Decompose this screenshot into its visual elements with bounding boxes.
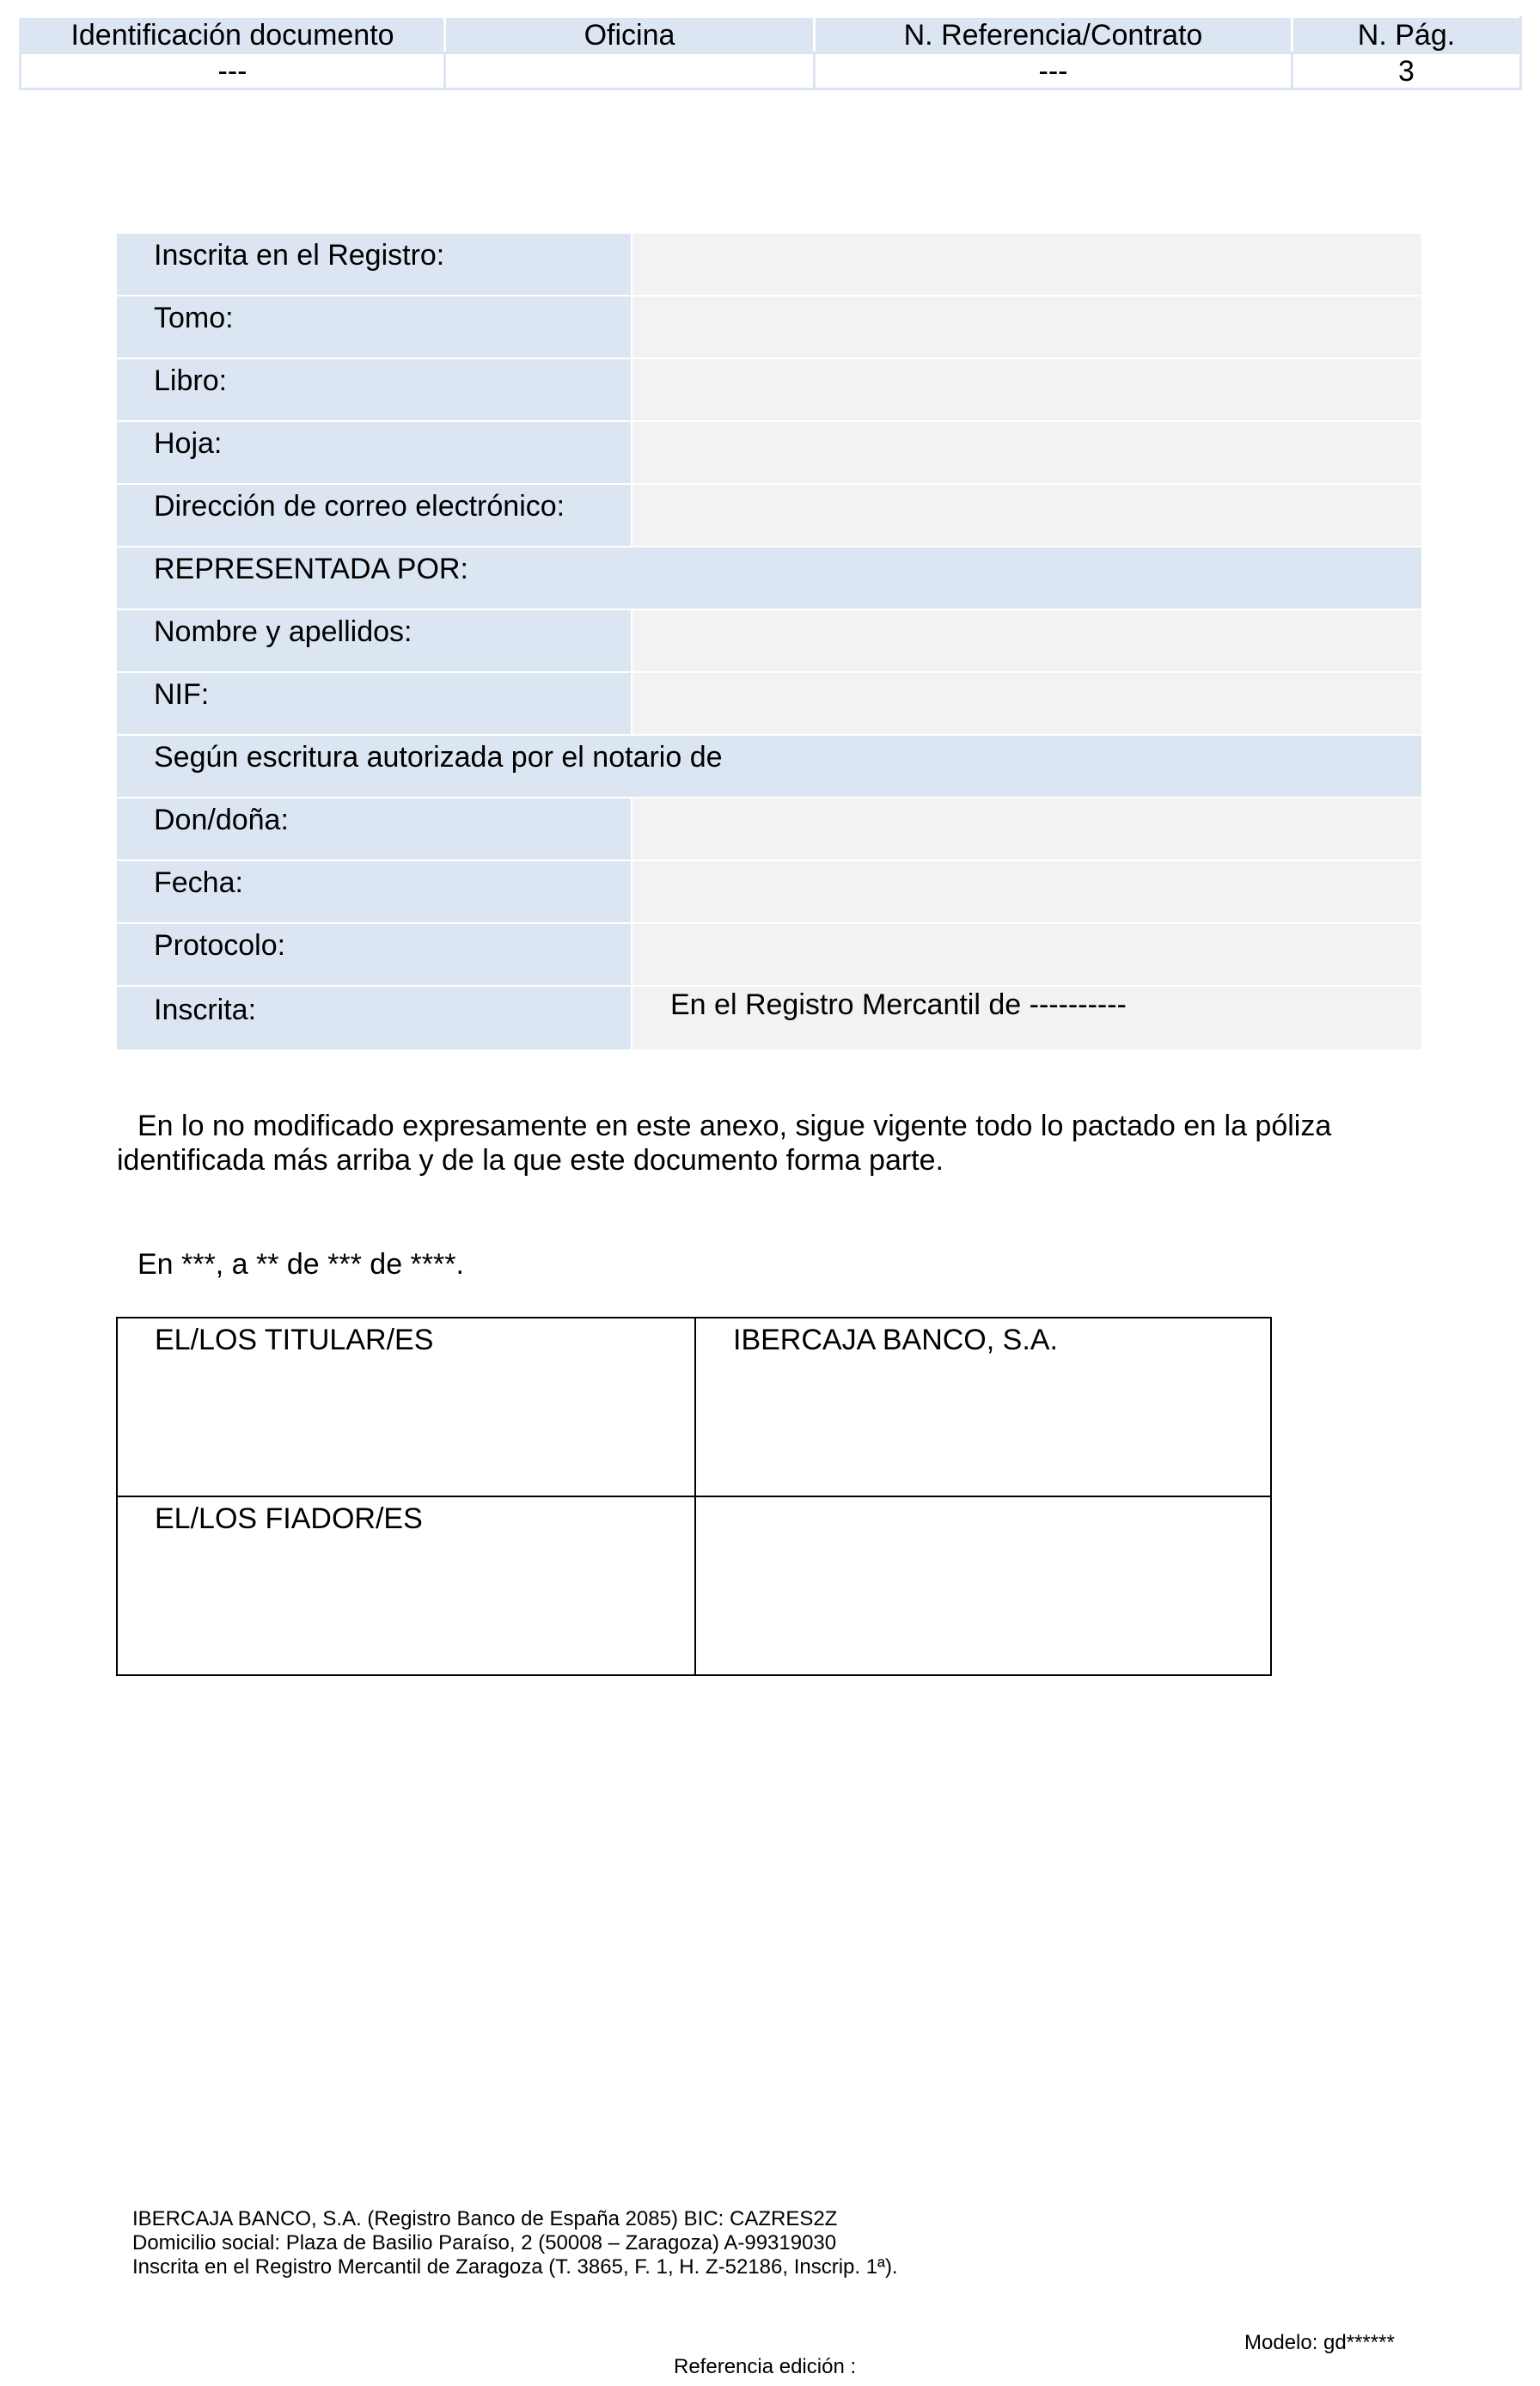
section-heading: Según escritura autorizada por el notario de — [117, 736, 1421, 797]
form-value-libro[interactable] — [632, 359, 1421, 420]
form-value-don[interactable] — [632, 798, 1421, 860]
clause-paragraph — [117, 1109, 1423, 1178]
form-value-tomo[interactable] — [632, 297, 1421, 358]
footer-line-1: IBERCAJA BANCO, S.A. (Registro Banco de España 2085) BIC: CAZRES2Z — [132, 2207, 838, 2230]
form-value-nif[interactable] — [632, 673, 1421, 734]
form-label: NIF: — [117, 673, 632, 734]
form-row-email — [117, 485, 1421, 548]
form-value-registro[interactable] — [632, 234, 1421, 295]
form-row-fecha — [117, 861, 1421, 924]
form-value-hoja[interactable] — [632, 422, 1421, 483]
form-label: Hoja: — [117, 422, 632, 483]
form-row-hoja — [117, 422, 1421, 485]
header-oficina: Oficina — [445, 17, 815, 53]
form-label: Inscrita: — [117, 987, 632, 1049]
form-row-nombre — [117, 610, 1421, 673]
header-identificacion: Identificación documento — [21, 17, 445, 53]
footer-line-2: Domicilio social: Plaza de Basilio Paraíso, 2 (50008 – Zaragoza) A-99319030 — [132, 2231, 837, 2254]
header-pagina: N. Pág. — [1292, 17, 1521, 53]
form-value-fecha[interactable] — [632, 861, 1421, 922]
registry-form — [117, 234, 1421, 1049]
form-label: Dirección de correo electrónico: — [117, 485, 632, 546]
value-oficina — [445, 53, 815, 89]
document-header-table — [19, 15, 1522, 90]
signature-titulares: EL/LOS TITULAR/ES — [155, 1324, 434, 1356]
signature-fiadores: EL/LOS FIADOR/ES — [155, 1502, 423, 1535]
footer-legal — [132, 2207, 898, 2279]
form-row-libro — [117, 359, 1421, 422]
place-date: En ***, a ** de *** de ****. — [138, 1248, 464, 1281]
form-section-escritura — [117, 736, 1421, 798]
form-value-inscrita[interactable]: En el Registro Mercantil de ---------- — [632, 987, 1421, 1049]
form-section-representada — [117, 548, 1421, 610]
form-row-registro — [117, 234, 1421, 297]
signature-bank: IBERCAJA BANCO, S.A. — [733, 1324, 1058, 1356]
paragraph-line-1: En lo no modificado expresamente en este anexo, sigue vigente todo lo pactado en la póliza — [138, 1110, 1332, 1142]
footer-line-3: Inscrita en el Registro Mercantil de Zaragoza (T. 3865, F. 1, H. Z-52186, Inscrip. 1ª). — [132, 2255, 898, 2279]
value-referencia: --- — [815, 53, 1292, 89]
form-label: Protocolo: — [117, 924, 632, 985]
signature-table — [116, 1317, 1272, 1676]
form-label: Nombre y apellidos: — [117, 610, 632, 671]
section-heading: REPRESENTADA POR: — [117, 548, 1421, 609]
form-label: Don/doña: — [117, 798, 632, 860]
form-label: Fecha: — [117, 861, 632, 922]
form-row-nif — [117, 673, 1421, 736]
form-label: Inscrita en el Registro: — [117, 234, 632, 295]
form-value-protocolo[interactable] — [632, 924, 1421, 985]
model-code: Modelo: gd****** — [1244, 2331, 1395, 2354]
form-row-don — [117, 798, 1421, 861]
paragraph-line-2: identificada más arriba y de la que este documento forma parte. — [117, 1144, 944, 1177]
form-value-nombre[interactable] — [632, 610, 1421, 671]
divider — [118, 1496, 1270, 1497]
value-identificacion: --- — [21, 53, 445, 89]
value-pagina: 3 — [1292, 53, 1521, 89]
form-label: Libro: — [117, 359, 632, 420]
form-value-email[interactable] — [632, 485, 1421, 546]
form-row-protocolo — [117, 924, 1421, 987]
form-row-inscrita — [117, 987, 1421, 1049]
form-label: Tomo: — [117, 297, 632, 358]
edition-reference: Referencia edición : — [674, 2355, 857, 2378]
form-row-tomo — [117, 297, 1421, 359]
header-referencia: N. Referencia/Contrato — [815, 17, 1292, 53]
